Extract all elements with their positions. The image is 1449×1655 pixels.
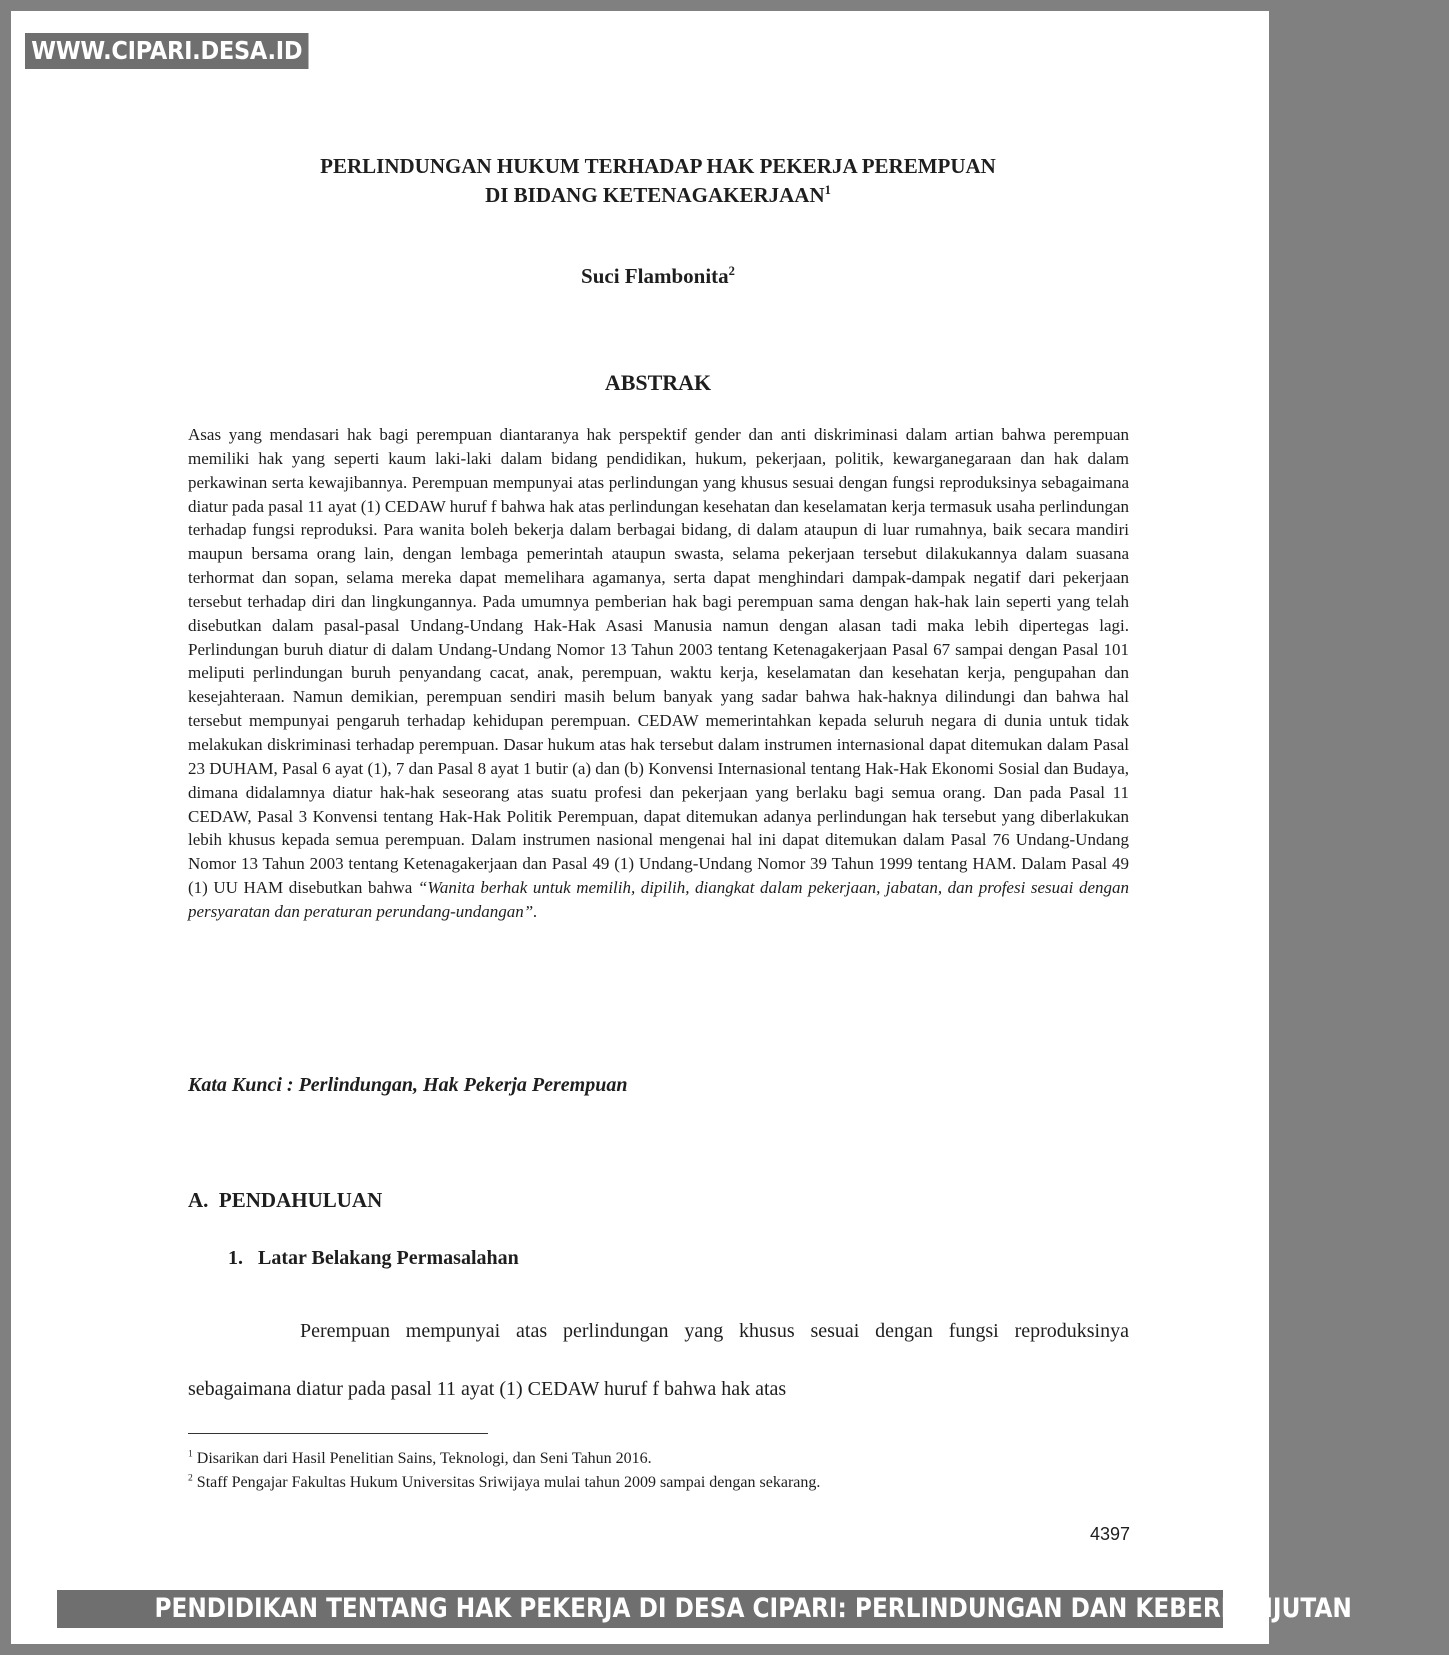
title-line-2 (188, 181, 1128, 210)
author-text: Suci Flambonita (581, 264, 729, 288)
subsection-heading-latar-belakang: 1. Latar Belakang Permasalahan (228, 1247, 519, 1269)
site-watermark: WWW.CIPARI.DESA.ID (25, 33, 309, 69)
footnotes (188, 1447, 1129, 1495)
abstract-heading: ABSTRAK (604, 370, 712, 395)
title-line-2-text: DI BIDANG KETENAGAKERJAAN (485, 183, 825, 207)
abstract-paragraph (188, 423, 1129, 924)
author-name (188, 264, 1128, 289)
body-paragraph: Perempuan mempunyai atas perlindungan yang khusus sesuai dengan fungsi reproduksinya sebagaimana diatur pada pasal 11 ayat (1) CEDAW huruf f bahwa hak atas (188, 1320, 1129, 1400)
footnote-1-text: Disarikan dari Hasil Penelitian Sains, Teknologi, dan Seni Tahun 2016. (192, 1450, 652, 1467)
footnote-2 (188, 1471, 1129, 1495)
page-number: 4397 (1089, 1524, 1130, 1544)
footnote-2-mark: 2 (188, 1472, 193, 1484)
section-heading-pendahuluan: A. PENDAHULUAN (188, 1188, 383, 1212)
keywords: Kata Kunci : Perlindungan, Hak Pekerja Perempuan (188, 1074, 628, 1096)
title-footnote-mark: 1 (824, 183, 831, 197)
abstract-quote: “Wanita berhak untuk memilih, dipilih, diangkat dalam pekerjaan, jabatan, dan profesi sesuai dengan persyaratan dan peraturan perundang-undangan”. (188, 878, 1129, 921)
title-line-1: PERLINDUNGAN HUKUM TERHADAP HAK PEKERJA PEREMPUAN (320, 154, 996, 178)
caption-text: PENDIDIKAN TENTANG HAK PEKERJA DI DESA CIPARI: PERLINDUNGAN DAN KEBERLANJUTAN (154, 1593, 1352, 1624)
paper-title (188, 152, 1128, 210)
footnote-1 (188, 1447, 1129, 1471)
footnote-divider (188, 1433, 488, 1434)
image-caption-banner (57, 1590, 1352, 1628)
footnote-1-mark: 1 (188, 1448, 193, 1460)
author-footnote-mark: 2 (728, 264, 735, 278)
footnote-2-text: Staff Pengajar Fakultas Hukum Universitas Sriwijaya mulai tahun 2009 sampai dengan sekarang. (192, 1474, 821, 1491)
abstract-text: Asas yang mendasari hak bagi perempuan diantaranya hak perspektif gender dan anti diskriminasi dalam artian bahwa perempuan memiliki hak yang seperti kaum laki-laki dalam bidang pendidikan, hukum, pekerjaan, politik, kewarganegaraan dan hak dalam perkawinan serta kewajibannya. Perempuan mempunyai atas perlindungan yang khusus sesuai dengan fungsi reproduksinya sebagaimana diatur pada pasal 11 ayat (1) CEDAW huruf f bahwa hak atas perlindungan kesehatan dan keselamatan kerja termasuk usaha perlindungan terhadap fungsi reproduksi. Para wanita boleh bekerja dalam berbagai bidang, di dalam ataupun di luar rumahnya, baik secara mandiri maupun bersama orang lain, dengan lembaga pemerintah ataupun swasta, selama pekerjaan tersebut dilakukannya dalam suasana terhormat dan sopan, selama mereka dapat memelihara agamanya, serta dapat menghindari dampak-dampak negatif dari pekerjaan tersebut terhadap diri dan lingkungannya. Pada umumnya pemberian hak bagi perempuan sama dengan hak-hak lain seperti yang telah disebutkan dalam pasal-pasal Undang-Undang Hak-Hak Asasi Manusia namun dengan alasan tadi maka lebih dipertegas lagi. Perlindungan buruh diatur di dalam Undang-Undang Nomor 13 Tahun 2003 tentang Ketenagakerjaan Pasal 67 sampai dengan Pasal 101 meliputi perlindungan buruh penyandang cacat, anak, perempuan, waktu kerja, keselamatan dan kesehatan kerja, pengupahan dan kesejahteraan. Namun demikian, perempuan sendiri masih belum banyak yang sadar bahwa hak-haknya dilindungi dan bahwa hal tersebut mempunyai pengaruh terhadap kehidupan perempuan. CEDAW memerintahkan kepada seluruh negara di dunia untuk tidak melakukan diskriminasi terhadap perempuan. Dasar hukum atas hak tersebut dalam instrumen internasional dapat ditemukan dalam Pasal 23 DUHAM, Pasal 6 ayat (1), 7 dan Pasal 8 ayat 1 butir (a) dan (b) Konvensi Internasional tentang Hak-Hak Ekonomi Sosial dan Budaya, dimana didalamnya diatur hak-hak seseorang atas suatu profesi dan pekerjaan yang berlaku bagi semua orang. Dan pada Pasal 11 CEDAW, Pasal 3 Konvensi tentang Hak-Hak Politik Perempuan, dapat ditemukan adanya perlindungan hak tersebut yang diberlakukan lebih khusus kepada semua perempuan. Dalam instrumen nasional mengenai hal ini dapat ditemukan dalam Pasal 76 Undang-Undang Nomor 13 Tahun 2003 tentang Ketenagakerjaan dan Pasal 49 (1) Undang-Undang Nomor 39 Tahun 1999 tentang HAM. Dalam Pasal 49 (1) UU HAM disebutkan bahwa (188, 425, 1129, 898)
